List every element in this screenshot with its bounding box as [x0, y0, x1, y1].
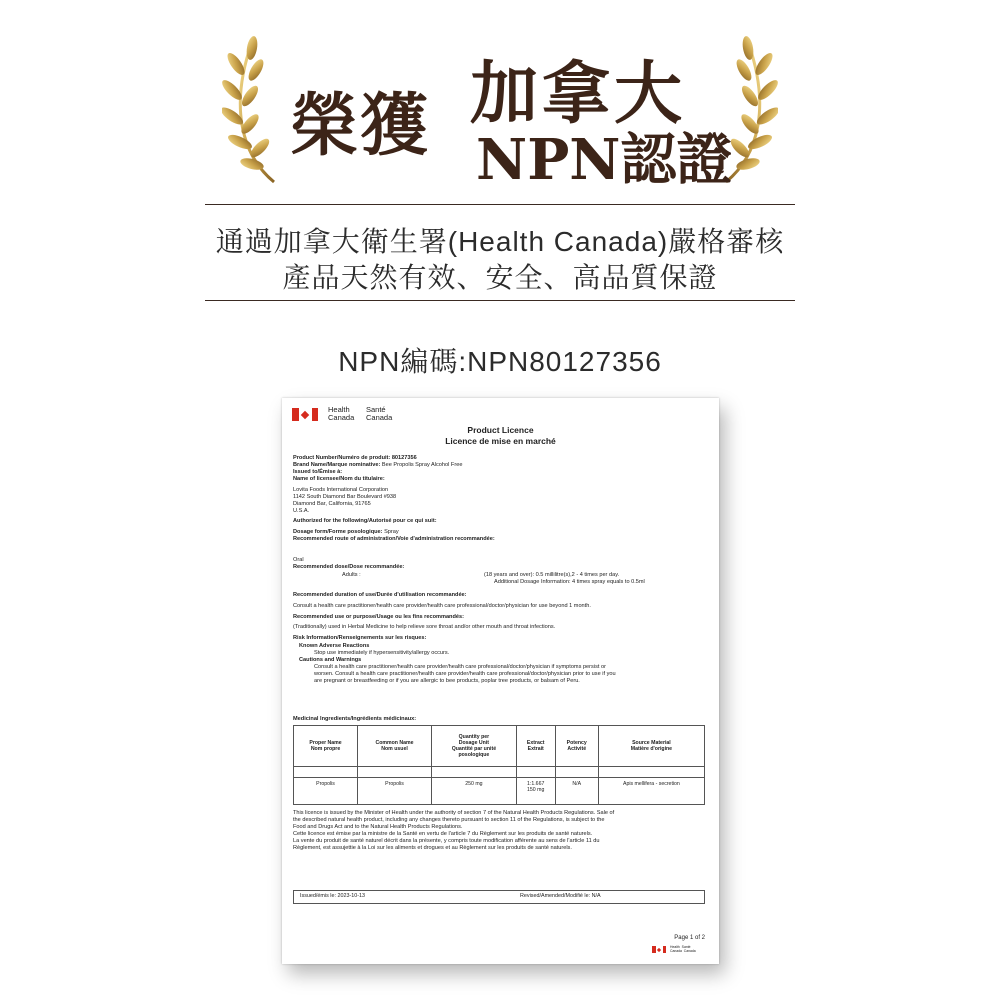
- issued-to: Issued to/Émise à:: [293, 469, 343, 475]
- duration-value: Consult a health care practitioner/health care provider/health care professional/doctor/physician for use beyond 1 month.: [293, 603, 591, 609]
- authorized-label: Authorized for the following/Autorisé pour ce qui suit:: [293, 518, 437, 524]
- header-quantity: Quantity per Dosage Unit Quantité par unité posologique: [431, 726, 516, 767]
- dose-line2: Additional Dosage Information: 4 times spray equals to 0.5ml: [494, 579, 645, 585]
- licensee-address: Lovita Foods International Corporation 1142 South Diamond Bar Boulevard #938 Diamond Bar, California, 91765 U.S.A.: [293, 487, 397, 515]
- issued-date: Issued/émis le: 2023-10-13: [300, 893, 366, 899]
- table-header-row: [294, 726, 705, 767]
- headline-country: 加拿大: [470, 54, 687, 134]
- dose-line1: (18 years and over): 0.5 millilitre(s),2 - 4 times per day.: [484, 572, 620, 578]
- footer-flag-icon: [652, 946, 666, 953]
- cell-source: Apis mellifera - secretion: [598, 778, 704, 805]
- divider-bottom: [205, 300, 795, 301]
- cautions-text: Consult a health care practitioner/health care provider/health care professional/doctor/physician if symptoms persist or worsen. Consult a health care practitioner/health care provider/health care professional/doctor/physician prior to use if you are pregnant or breastfeeding or if you are allergic to bee products, poplar tree products, or balsam of Peru.: [314, 664, 616, 685]
- adverse-value: Stop use immediately if hypersensitivity/allergy occurs.: [314, 650, 450, 656]
- divider-top: [205, 204, 795, 205]
- header-potency: Potency Activité: [555, 726, 598, 767]
- product-licence-document: [282, 398, 719, 964]
- headline-cert: NPN認證: [476, 127, 733, 193]
- header-common-name: Common Name Nom usuel: [358, 726, 432, 767]
- dose-label: Recommended dose/Dose recommandée:: [293, 564, 405, 570]
- tagline-line1: 通過加拿大衛生署(Health Canada)嚴格審核: [215, 226, 785, 257]
- footer-agency: Health Santé Canada Canada: [670, 945, 696, 953]
- cell-quantity: 250 mg: [431, 778, 516, 805]
- dates-box: [293, 890, 705, 904]
- ingredients-table: [293, 725, 705, 805]
- adults-label: Adults :: [342, 572, 361, 578]
- brand-name: Brand Name/Marque nominative: Bee Propolis Spray Alcohol Free: [293, 462, 463, 468]
- cell-extract: 1:1.667 150 mg: [516, 778, 555, 805]
- legal-text: This licence is issued by the Minister of Health under the authority of section 7 of the Natural Health Products Regulations. Sale of the described natural health product, including any changes thereto pursuant to section 11 of the Regulations, is subject to the Food and Drugs Act and to the Natural Health Products Regulations. Cette licence est émise par la ministre de la Santé en vertu de l'article 7 du Règlement sur les produits de santé naturels. La vente du produit de santé naturel décrit dans la présente, y compris toute modification afférente au sens de l'article 11 du Règlement, est assujettie à la Loi sur les aliments et drogues et au Règlement sur les produits de santé naturels.: [293, 810, 615, 852]
- route-label: Recommended route of administration/Voie d'administration recommandée:: [293, 536, 495, 542]
- product-number: Product Number/Numéro de produit: 80127356: [293, 455, 417, 461]
- page-number: Page 1 of 2: [674, 935, 705, 941]
- npn-code: NPN編碼:NPN80127356: [338, 346, 662, 377]
- agency-en: Health Canada: [328, 405, 355, 422]
- table-row: [294, 778, 705, 805]
- use-label: Recommended use or purpose/Usage ou les fins recommandés:: [293, 614, 464, 620]
- header-source: Source Material Matière d'origine: [598, 726, 704, 767]
- header-proper-name: Proper Name Nom propre: [294, 726, 358, 767]
- header-extract: Extract Extrait: [516, 726, 555, 767]
- headline-honor: 榮獲: [290, 86, 431, 166]
- agency-fr: Santé Canada: [366, 405, 393, 422]
- tagline-line2: 產品天然有效、安全、高品質保證: [282, 262, 718, 293]
- revised-date: Revised/Amended/Modifié le: N/A: [520, 893, 601, 899]
- route-value: Oral: [293, 557, 304, 563]
- cell-common-name: Propolis: [358, 778, 432, 805]
- cell-potency: N/A: [555, 778, 598, 805]
- doc-title-fr: Licence de mise en marché: [445, 436, 556, 446]
- duration-label: Recommended duration of use/Durée d'utilisation recommandée:: [293, 592, 467, 598]
- ingredients-label: Medicinal Ingredients/Ingrédients médicinaux:: [293, 716, 417, 722]
- cell-proper-name: Propolis: [294, 778, 358, 805]
- canada-flag-icon: [292, 408, 318, 421]
- use-value: (Traditionally) used in Herbal Medicine to help relieve sore throat and/or other mouth and throat infections.: [293, 624, 556, 630]
- cautions-label: Cautions and Warnings: [299, 657, 362, 663]
- licensee-label: Name of licensee/Nom du titulaire:: [293, 476, 385, 482]
- dosage-form: Dosage form/Forme posologique: Spray: [293, 529, 399, 535]
- adverse-label: Known Adverse Reactions: [299, 643, 370, 649]
- laurel-left-icon: [222, 34, 292, 184]
- doc-title-en: Product Licence: [467, 425, 534, 435]
- risk-label: Risk Information/Renseignements sur les risques:: [293, 635, 427, 641]
